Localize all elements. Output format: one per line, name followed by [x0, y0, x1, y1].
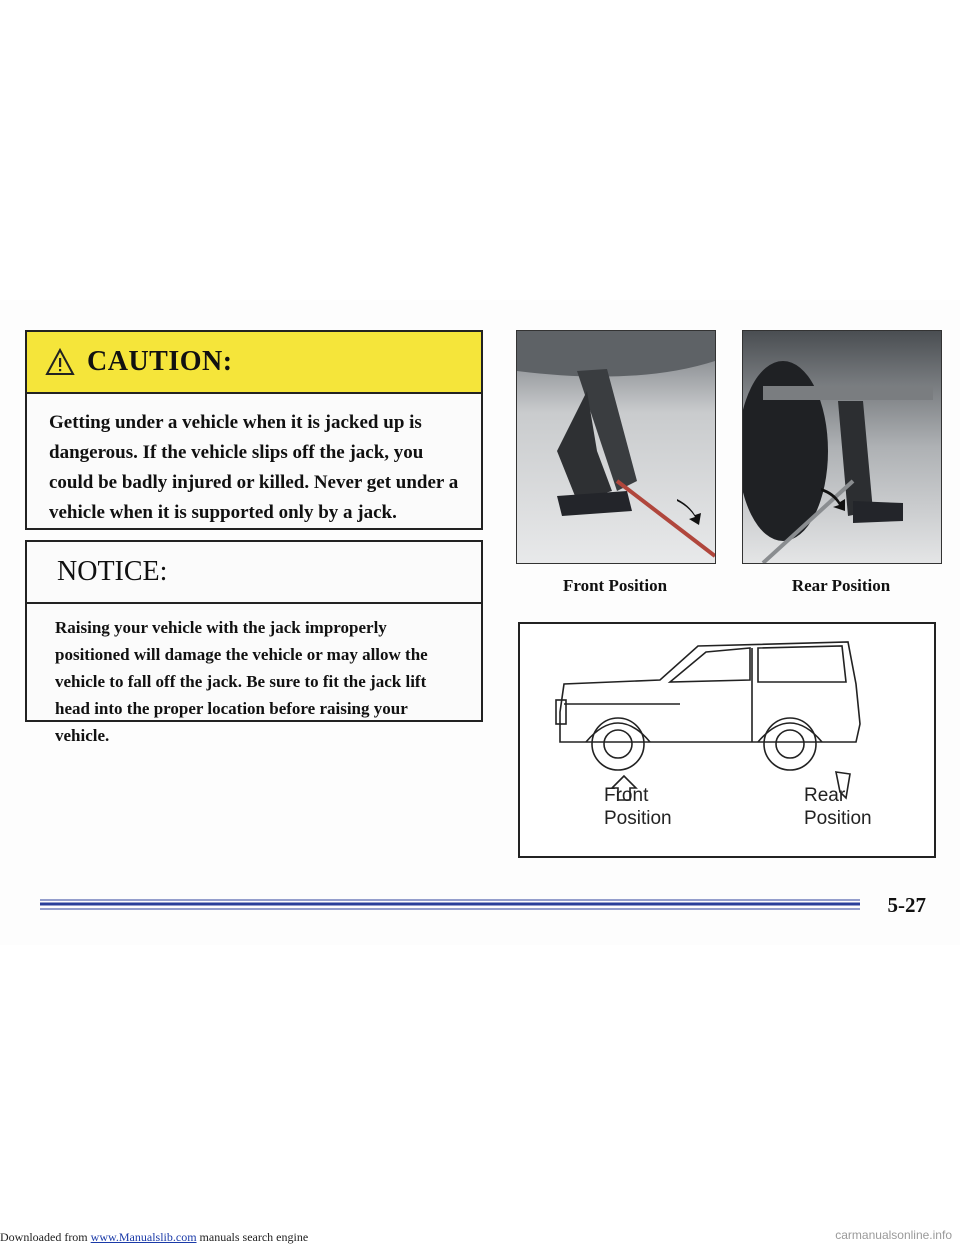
diagram-rear-label: [804, 784, 872, 830]
notice-box: [25, 540, 483, 745]
diagram-front-line1: Front: [604, 785, 649, 806]
caution-title: CAUTION:: [87, 346, 233, 377]
rear-position-caption: Rear Position: [791, 576, 891, 595]
notice-text: Raising your vehicle with the jack improperly positioned will damage the vehicle or may allow the vehicle to fall off the jack. Be sure to fit the jack lift head into the proper location before raising your vehicle.: [55, 618, 428, 745]
watermark: carmanualsonline.info: [835, 1228, 952, 1242]
notice-title: NOTICE:: [27, 542, 481, 604]
manualslib-link[interactable]: www.Manualslib.com: [90, 1230, 197, 1244]
front-position-caption: Front Position: [562, 576, 668, 595]
rear-jack-photo: [742, 330, 942, 564]
page-number: 5-27: [887, 893, 926, 917]
diagram-front-label: [604, 784, 672, 830]
diagram-rear-line1: Rear: [804, 785, 846, 806]
diagram-front-line2: Position: [604, 808, 672, 829]
jack-position-diagram: [518, 622, 936, 858]
caution-text: Getting under a vehicle when it is jacked up is dangerous. If the vehicle slips off the jack, you could be badly injured or killed. Never get under a vehicle when it is supported only by a jack.: [49, 412, 459, 523]
vehicle-outline-illustration: [520, 624, 934, 856]
download-footer: [0, 1230, 308, 1245]
footer-prefix: Downloaded from: [0, 1230, 88, 1244]
caution-header: [27, 332, 481, 394]
front-jack-photo: [516, 330, 716, 564]
footer-rule: [0, 890, 960, 920]
caution-box: [25, 330, 483, 530]
footer-suffix: manuals search engine: [199, 1230, 309, 1244]
diagram-rear-line2: Position: [804, 808, 872, 829]
warning-triangle-icon: [45, 347, 75, 377]
